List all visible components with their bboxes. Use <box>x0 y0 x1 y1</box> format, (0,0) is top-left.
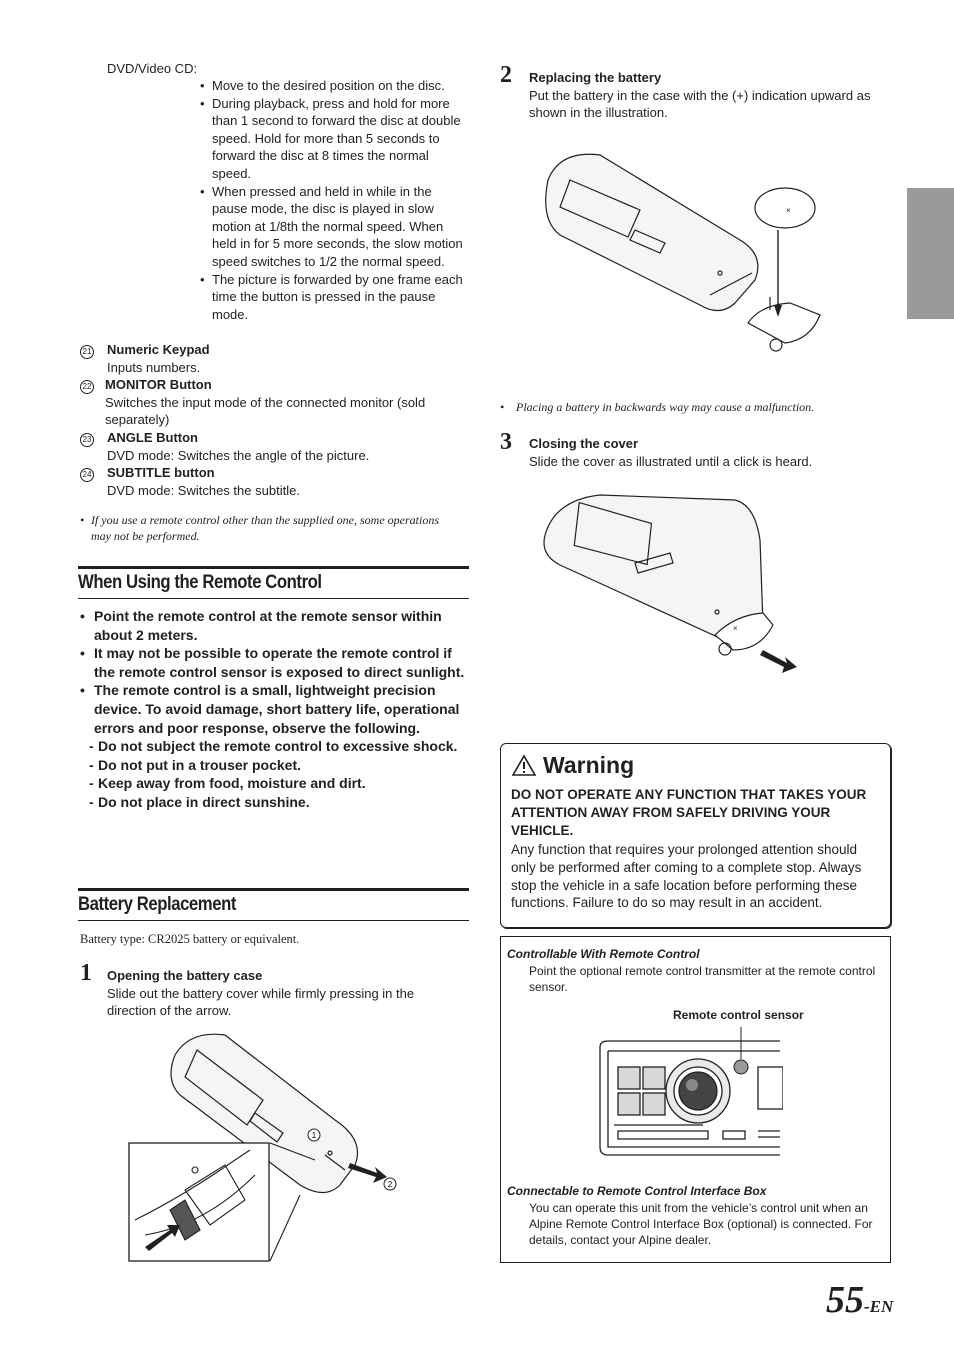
list-item: • When pressed and held in while in the pause mode, the disc is played in slow motion at 1/8th the normal speed. When held in for 5 more seconds, the slow motion speed switches to 1/2 the normal speed. <box>200 183 466 271</box>
item-number: 23 <box>80 433 94 447</box>
step-desc: Put the battery in the case with the (+) indication upward as shown in the illustration. <box>529 87 871 121</box>
page-number <box>826 1278 893 1329</box>
svg-text:×: × <box>733 624 738 633</box>
box-title-controllable: Controllable With Remote Control <box>507 947 700 961</box>
section-title: Battery Replacement <box>78 894 236 915</box>
list-item: - Do not put in a trouser pocket. <box>89 756 468 775</box>
list-item: • Point the remote control at the remote sensor within about 2 meters. <box>80 607 468 644</box>
head-unit-illustration <box>598 1027 783 1157</box>
item-desc: Inputs numbers. <box>107 359 201 375</box>
remote-note: • If you use a remote control other than the supplied one, some operations may not be performed. <box>80 512 450 544</box>
cover-close-illustration <box>535 485 805 675</box>
list-item: - Do not place in direct sunshine. <box>89 793 468 812</box>
item-title: MONITOR Button <box>105 377 212 393</box>
battery-note: • Placing a battery in backwards way may cause a malfunction. <box>500 400 815 414</box>
item-number: 22 <box>80 380 94 394</box>
list-item: • Move to the desired position on the disc. <box>200 77 466 95</box>
remote-usage-list <box>80 607 468 812</box>
fig-label-1: 1 <box>311 1131 317 1140</box>
remote-open-illustration <box>125 1025 405 1265</box>
list-item-text: The remote control is a small, lightweight precision device. To avoid damage, short battery life, operational errors and poor response, observe the following. <box>94 682 460 736</box>
fig-label-2: 2 <box>387 1180 393 1189</box>
warning-heading <box>511 752 634 779</box>
step-desc: Slide the cover as illustrated until a click is heard. <box>529 453 813 469</box>
note-text: Placing a battery in backwards way may cause a malfunction. <box>516 400 815 414</box>
sensor-label: Remote control sensor <box>673 1008 804 1022</box>
list-item: • During playback, press and hold for more than 1 second to forward the disc at double speed. Hold for more than 5 seconds to forward the disc at 8 times the normal speed. <box>200 95 466 183</box>
box-title-connectable: Connectable to Remote Control Interface Box <box>507 1184 767 1198</box>
warning-text: Any function that requires your prolonged attention should only be performed after coming to a complete stop. Always stop the vehicle in a safe location before performing these functions. Failure to do so may result in an accident. <box>511 842 862 911</box>
svg-text:×: × <box>786 206 791 215</box>
page-number-value: 55 <box>826 1279 864 1321</box>
button-descriptions <box>80 341 465 499</box>
remote-info-box <box>500 936 891 1263</box>
list-item <box>80 681 468 811</box>
step-desc: Slide out the battery cover while firmly pressing in the direction of the arrow. <box>107 985 415 1019</box>
step-2 <box>529 69 889 122</box>
item-desc: DVD mode: Switches the angle of the picture. <box>107 447 370 463</box>
item-subtitle-button <box>80 464 465 499</box>
precaution-list <box>89 737 468 811</box>
page-number-suffix: -EN <box>864 1297 894 1316</box>
item-title: SUBTITLE button <box>107 465 215 481</box>
section-heading-remote <box>78 566 469 599</box>
step-title: Opening the battery case <box>107 968 263 983</box>
warning-bold-text: DO NOT OPERATE ANY FUNCTION THAT TAKES YOUR ATTENTION AWAY FROM SAFELY DRIVING YOUR VEHICLE. <box>511 787 867 839</box>
step-title: Closing the cover <box>529 436 639 451</box>
list-item: - Keep away from food, moisture and dirt. <box>89 774 468 793</box>
item-number: 21 <box>80 345 94 359</box>
step-title: Replacing the battery <box>529 70 662 85</box>
note-text: If you use a remote control other than the supplied one, some operations may not be performed. <box>90 513 439 543</box>
item-desc: Switches the input mode of the connected monitor (sold separately) <box>105 394 426 428</box>
warning-box <box>500 743 891 928</box>
item-monitor-button <box>80 376 465 429</box>
list-item: - Do not subject the remote control to excessive shock. <box>89 737 468 756</box>
battery-replace-illustration <box>530 145 830 360</box>
section-heading-battery <box>78 888 469 921</box>
step-1 <box>107 967 452 1020</box>
step-number: 2 <box>500 62 512 88</box>
list-item: • The picture is forwarded by one frame each time the button is pressed in the pause mode. <box>200 271 466 324</box>
section-title: When Using the Remote Control <box>78 572 322 593</box>
item-title: ANGLE Button <box>107 429 198 445</box>
item-angle-button <box>80 429 465 464</box>
step-3 <box>529 435 889 470</box>
dvd-label: DVD/Video CD: <box>107 61 198 76</box>
item-numeric-keypad <box>80 341 465 376</box>
dvd-bullet-list <box>200 77 466 323</box>
warning-title: Warning <box>543 752 635 778</box>
item-desc: DVD mode: Switches the subtitle. <box>107 482 300 498</box>
box-text-connectable: You can operate this unit from the vehicle’s control unit when an Alpine Remote Control Interface Box (optional) is connected. For details, contact your Alpine dealer. <box>529 1201 873 1247</box>
warning-triangle-icon <box>511 754 537 777</box>
box-text-controllable: Point the optional remote control transmitter at the remote control sensor. <box>529 964 876 994</box>
item-number: 24 <box>80 468 94 482</box>
step-number: 3 <box>500 429 512 455</box>
battery-type: Battery type: CR2025 battery or equivalent. <box>80 932 300 946</box>
list-item: • It may not be possible to operate the remote control if the remote control sensor is exposed to direct sunlight. <box>80 644 468 681</box>
step-number: 1 <box>80 960 92 986</box>
item-title: Numeric Keypad <box>107 342 210 357</box>
side-section-tab <box>907 188 954 319</box>
